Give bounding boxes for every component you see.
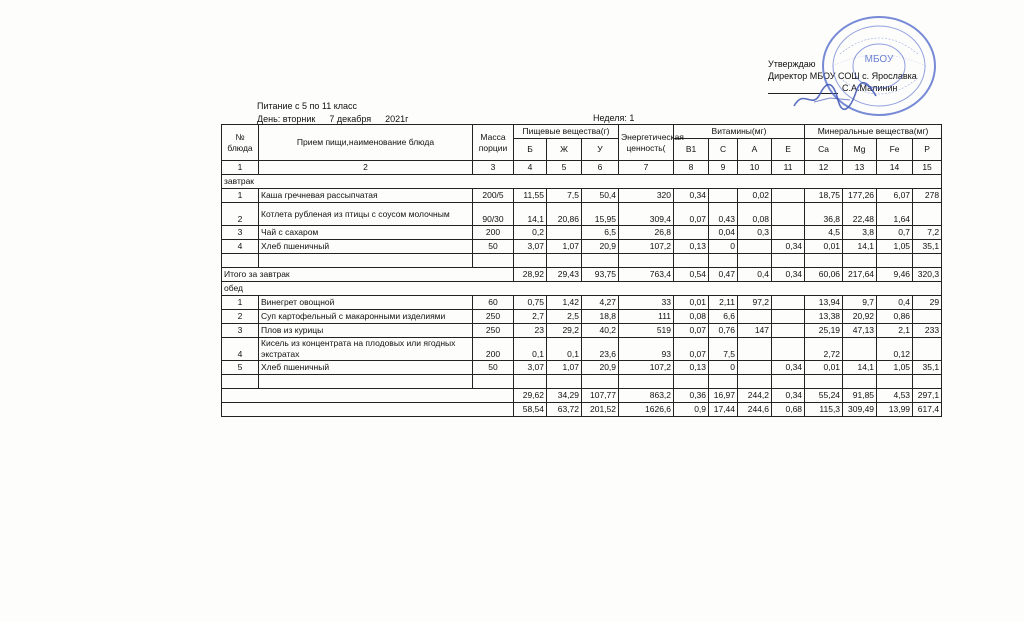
menu-cell: 200 (473, 338, 514, 361)
column-number-cell: 15 (913, 161, 942, 175)
menu-cell (738, 240, 772, 254)
approval-signer: С.А.Малинин (842, 83, 898, 93)
day-label: День: вторник (257, 114, 316, 124)
menu-cell: 2,5 (547, 310, 582, 324)
menu-cell: 22,48 (843, 203, 877, 226)
menu-cell: 0,34 (772, 361, 805, 375)
menu-cell: 14,1 (843, 240, 877, 254)
menu-cell: 0,13 (674, 361, 709, 375)
menu-cell: 233 (913, 324, 942, 338)
subheader-cell: Ca (805, 139, 843, 161)
menu-cell: 4,5 (805, 226, 843, 240)
subheader-cell: C (709, 139, 738, 161)
menu-cell: 0,2 (514, 226, 547, 240)
menu-cell: 36,8 (805, 203, 843, 226)
total-cell: 297,1 (913, 389, 942, 403)
total-cell: 0,34 (772, 389, 805, 403)
menu-cell: 0,34 (674, 189, 709, 203)
menu-cell: 33 (619, 296, 674, 310)
menu-row (222, 310, 942, 324)
menu-cell: 250 (473, 324, 514, 338)
column-number-cell: 11 (772, 161, 805, 175)
menu-cell (709, 189, 738, 203)
total-cell: 763,4 (619, 268, 674, 282)
menu-cell: 4 (222, 338, 259, 361)
menu-cell: 0,3 (738, 226, 772, 240)
subheader-cell: Mg (843, 139, 877, 161)
total-cell: 13,99 (877, 403, 913, 417)
menu-cell: 7,5 (547, 189, 582, 203)
menu-cell: 40,2 (582, 324, 619, 338)
breakfast-rows (222, 189, 942, 254)
menu-row (222, 203, 942, 226)
total-cell: 0,4 (738, 268, 772, 282)
menu-cell: 20,86 (547, 203, 582, 226)
total-cell: 34,29 (547, 389, 582, 403)
menu-cell: 0,13 (674, 240, 709, 254)
menu-cell: 0,76 (709, 324, 738, 338)
menu-cell: 107,2 (619, 240, 674, 254)
menu-cell: 3 (222, 324, 259, 338)
total-cell: 320,3 (913, 268, 942, 282)
vitamins-header: Витамины(мг) (674, 125, 805, 139)
menu-cell: 250 (473, 310, 514, 324)
menu-cell: 29 (913, 296, 942, 310)
menu-row (222, 240, 942, 254)
total-cell: 29,43 (547, 268, 582, 282)
total-cell: 1626,6 (619, 403, 674, 417)
total-cell: 107,77 (582, 389, 619, 403)
header-row-1 (222, 125, 942, 139)
menu-cell (547, 226, 582, 240)
col-name-header: Прием пищи,наименование блюда (259, 125, 473, 161)
menu-cell: 6,5 (582, 226, 619, 240)
menu-cell: 519 (619, 324, 674, 338)
menu-cell (772, 338, 805, 361)
menu-cell (772, 203, 805, 226)
total-label (222, 389, 514, 403)
column-number-cell: 8 (674, 161, 709, 175)
dish-name-cell: Хлеб пшеничный (259, 240, 473, 254)
column-number-cell: 3 (473, 161, 514, 175)
menu-cell: 11,55 (514, 189, 547, 203)
menu-cell: 0,1 (514, 338, 547, 361)
total-cell: 115,3 (805, 403, 843, 417)
subheader-cell: E (772, 139, 805, 161)
menu-cell (738, 310, 772, 324)
menu-cell: 0,01 (805, 240, 843, 254)
menu-cell: 35,1 (913, 361, 942, 375)
menu-cell: 3 (222, 226, 259, 240)
menu-cell: 15,95 (582, 203, 619, 226)
breakfast-section-row (222, 175, 942, 189)
total-cell: 55,24 (805, 389, 843, 403)
minerals-header: Минеральные вещества(мг) (805, 125, 942, 139)
menu-cell: 93 (619, 338, 674, 361)
menu-cell: 0,01 (805, 361, 843, 375)
menu-cell: 2,1 (877, 324, 913, 338)
menu-cell: 7,5 (709, 338, 738, 361)
total-cell: 863,2 (619, 389, 674, 403)
lunch-total-row (222, 389, 942, 403)
menu-cell: 0 (709, 240, 738, 254)
column-number-cell: 5 (547, 161, 582, 175)
total-cell: 244,2 (738, 389, 772, 403)
menu-row (222, 189, 942, 203)
menu-cell: 20,9 (582, 240, 619, 254)
menu-cell (772, 296, 805, 310)
menu-cell: 26,8 (619, 226, 674, 240)
total-cell: 0,34 (772, 268, 805, 282)
lunch-section-row (222, 282, 942, 296)
menu-cell: 2 (222, 203, 259, 226)
menu-cell: 0,43 (709, 203, 738, 226)
menu-cell: 309,4 (619, 203, 674, 226)
total-cell: 4,53 (877, 389, 913, 403)
menu-cell: 200/5 (473, 189, 514, 203)
menu-row (222, 361, 942, 375)
menu-cell: 3,07 (514, 240, 547, 254)
menu-cell: 20,9 (582, 361, 619, 375)
total-cell: 29,62 (514, 389, 547, 403)
total-cell: 217,64 (843, 268, 877, 282)
total-cell: 60,06 (805, 268, 843, 282)
col-mass-header: Масса порции (473, 125, 514, 161)
menu-cell (772, 189, 805, 203)
menu-cell: 3,07 (514, 361, 547, 375)
menu-cell: 20,92 (843, 310, 877, 324)
menu-cell (772, 310, 805, 324)
menu-cell: 18,8 (582, 310, 619, 324)
subheader-cell: Б (514, 139, 547, 161)
menu-row (222, 324, 942, 338)
menu-cell: 0,07 (674, 338, 709, 361)
menu-cell (843, 338, 877, 361)
menu-cell: 320 (619, 189, 674, 203)
menu-cell: 0,02 (738, 189, 772, 203)
total-cell: 309,49 (843, 403, 877, 417)
lunch-label: обед (222, 282, 942, 296)
breakfast-total-row (222, 268, 942, 282)
menu-meta (257, 100, 422, 126)
column-number-cell: 12 (805, 161, 843, 175)
menu-cell: 107,2 (619, 361, 674, 375)
total-cell: 58,54 (514, 403, 547, 417)
menu-cell: 25,19 (805, 324, 843, 338)
approval-title: Утверждаю (768, 59, 816, 69)
blank-row (222, 254, 942, 268)
menu-cell: 14,1 (514, 203, 547, 226)
subheader-cell: У (582, 139, 619, 161)
dish-name-cell: Каша гречневая рассыпчатая (259, 189, 473, 203)
total-label: Итого за завтрак (222, 268, 514, 282)
date-label: 7 декабря (329, 114, 372, 124)
total-cell: 63,72 (547, 403, 582, 417)
menu-cell: 0,08 (674, 310, 709, 324)
menu-cell: 0,7 (877, 226, 913, 240)
menu-cell: 1,05 (877, 361, 913, 375)
col-num-header: № блюда (222, 125, 259, 161)
dish-name-cell: Плов из курицы (259, 324, 473, 338)
menu-cell: 0,07 (674, 324, 709, 338)
subheader-cell: P (913, 139, 942, 161)
menu-cell: 0,34 (772, 240, 805, 254)
menu-cell (913, 310, 942, 324)
menu-cell: 2,7 (514, 310, 547, 324)
menu-cell: 3,8 (843, 226, 877, 240)
column-number-cell: 1 (222, 161, 259, 175)
column-number-cell: 2 (259, 161, 473, 175)
column-number-cell: 10 (738, 161, 772, 175)
menu-cell: 60 (473, 296, 514, 310)
menu-cell: 5 (222, 361, 259, 375)
menu-cell: 23 (514, 324, 547, 338)
menu-cell: 0,04 (709, 226, 738, 240)
total-cell: 244,6 (738, 403, 772, 417)
total-cell: 93,75 (582, 268, 619, 282)
column-number-cell: 4 (514, 161, 547, 175)
menu-cell: 90/30 (473, 203, 514, 226)
total-cell: 0,68 (772, 403, 805, 417)
menu-cell (772, 226, 805, 240)
menu-cell (913, 203, 942, 226)
subheader-cell: Ж (547, 139, 582, 161)
menu-cell: 6,6 (709, 310, 738, 324)
menu-cell: 50 (473, 361, 514, 375)
menu-cell: 4 (222, 240, 259, 254)
menu-cell: 0,86 (877, 310, 913, 324)
column-number-cell: 9 (709, 161, 738, 175)
menu-cell: 0 (709, 361, 738, 375)
menu-cell: 1,05 (877, 240, 913, 254)
menu-cell: 177,26 (843, 189, 877, 203)
subheader-cell: Fe (877, 139, 913, 161)
menu-cell (772, 324, 805, 338)
dish-name-cell: Чай с сахаром (259, 226, 473, 240)
nutrients-header: Пищевые вещества(г) (514, 125, 619, 139)
total-cell: 0,9 (674, 403, 709, 417)
total-cell: 201,52 (582, 403, 619, 417)
menu-cell: 18,75 (805, 189, 843, 203)
menu-cell: 47,13 (843, 324, 877, 338)
menu-cell (738, 338, 772, 361)
menu-cell: 1 (222, 296, 259, 310)
menu-row (222, 296, 942, 310)
menu-table (221, 124, 942, 417)
menu-cell: 1,42 (547, 296, 582, 310)
dish-name-cell: Суп картофельный с макаронными изделиями (259, 310, 473, 324)
subheader-cell: A (738, 139, 772, 161)
total-cell: 16,97 (709, 389, 738, 403)
column-number-cell: 6 (582, 161, 619, 175)
total-cell: 17,44 (709, 403, 738, 417)
menu-cell: 147 (738, 324, 772, 338)
lunch-rows (222, 296, 942, 375)
menu-cell: 23,6 (582, 338, 619, 361)
signature-icon (790, 76, 880, 116)
menu-cell: 9,7 (843, 296, 877, 310)
menu-cell: 111 (619, 310, 674, 324)
menu-row (222, 226, 942, 240)
menu-row (222, 338, 942, 361)
menu-cell: 0,07 (674, 203, 709, 226)
menu-cell: 200 (473, 226, 514, 240)
menu-title: Питание с 5 по 11 класс (257, 101, 358, 111)
menu-cell (674, 226, 709, 240)
menu-cell (738, 361, 772, 375)
menu-cell: 1,07 (547, 240, 582, 254)
menu-cell: 4,27 (582, 296, 619, 310)
menu-cell: 0,12 (877, 338, 913, 361)
menu-cell: 1 (222, 189, 259, 203)
menu-cell: 29,2 (547, 324, 582, 338)
menu-cell: 0,08 (738, 203, 772, 226)
week-label: Неделя: 1 (593, 113, 635, 123)
menu-cell: 2,72 (805, 338, 843, 361)
dish-name-cell: Кисель из концентрата на плодовых или ягодных экстратах (259, 338, 473, 361)
menu-cell: 2,11 (709, 296, 738, 310)
menu-cell: 0,01 (674, 296, 709, 310)
approval-position: Директор МБОУ СОШ с. Ярославка (768, 71, 917, 81)
total-cell: 28,92 (514, 268, 547, 282)
breakfast-label: завтрак (222, 175, 942, 189)
column-number-cell: 13 (843, 161, 877, 175)
menu-cell: 97,2 (738, 296, 772, 310)
menu-cell: 6,07 (877, 189, 913, 203)
menu-cell: 278 (913, 189, 942, 203)
menu-cell: 50,4 (582, 189, 619, 203)
menu-cell: 13,94 (805, 296, 843, 310)
year-label: 2021г (385, 114, 409, 124)
total-label (222, 403, 514, 417)
menu-cell: 7,2 (913, 226, 942, 240)
menu-cell: 0,75 (514, 296, 547, 310)
energy-header: Энергетическая ценность( (619, 125, 674, 161)
menu-cell: 0,1 (547, 338, 582, 361)
total-cell: 0,54 (674, 268, 709, 282)
menu-cell: 1,64 (877, 203, 913, 226)
menu-cell: 50 (473, 240, 514, 254)
subheader-cell: B1 (674, 139, 709, 161)
dish-name-cell: Котлета рубленая из птицы с соусом молочным (259, 203, 473, 226)
menu-cell: 35,1 (913, 240, 942, 254)
total-cell: 91,85 (843, 389, 877, 403)
menu-cell (913, 338, 942, 361)
total-cell: 617,4 (913, 403, 942, 417)
menu-cell: 1,07 (547, 361, 582, 375)
menu-cell: 2 (222, 310, 259, 324)
menu-cell: 14,1 (843, 361, 877, 375)
menu-cell: 0,4 (877, 296, 913, 310)
column-number-cell: 7 (619, 161, 674, 175)
day-total-row (222, 403, 942, 417)
total-cell: 0,36 (674, 389, 709, 403)
dish-name-cell: Винегрет овощной (259, 296, 473, 310)
menu-cell: 13,38 (805, 310, 843, 324)
blank-row (222, 375, 942, 389)
total-cell: 9,46 (877, 268, 913, 282)
column-number-row (222, 161, 942, 175)
dish-name-cell: Хлеб пшеничный (259, 361, 473, 375)
svg-text:МБОУ: МБОУ (864, 54, 894, 65)
column-number-cell: 14 (877, 161, 913, 175)
total-cell: 0,47 (709, 268, 738, 282)
